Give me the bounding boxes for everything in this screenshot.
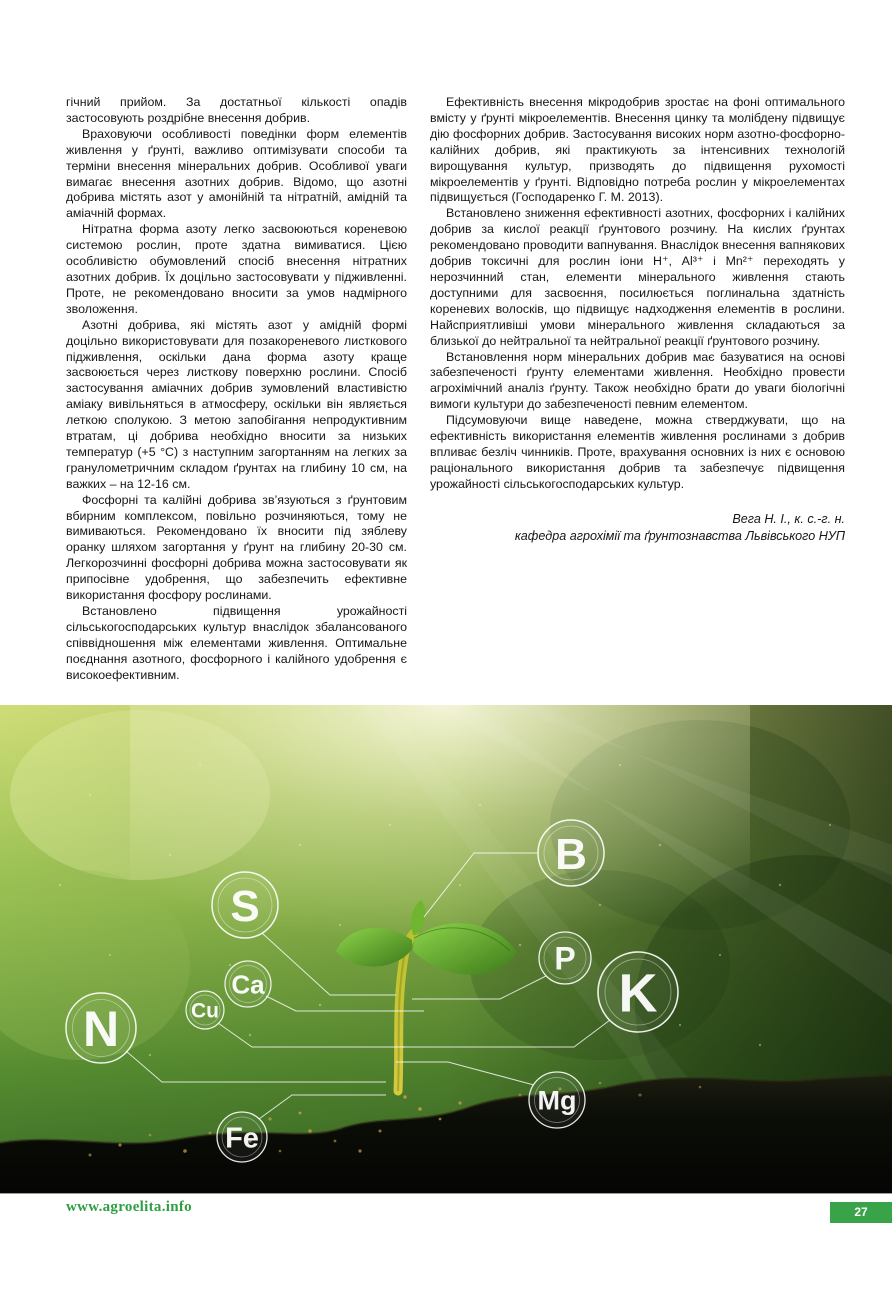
element-badge-n bbox=[66, 993, 136, 1063]
element-badge-cu bbox=[186, 991, 224, 1029]
paragraph: Нітратна форма азоту легко засвоюються кореневою системою рослин, проте здатна вимиватися. Цією особливістю обумовлений спосіб внесення нітратних азотних добрив. Їх доцільно застосовувати у підживленні. Проте, не рекомендовано вносити за умов надмірного зволоження. bbox=[66, 222, 407, 316]
right-column bbox=[430, 95, 845, 545]
author-signature bbox=[430, 511, 845, 545]
paragraph: Підсумовуючи вище наведене, можна стверджувати, що на ефективність використання елементів живлення рослинами з добрив впливає безліч чинників. Проте, врахування основних із них є основою раціонального використання добрив та забезпечує підвищення урожайності сільськогосподарських культур. bbox=[430, 413, 845, 491]
element-symbol: Fe bbox=[225, 1122, 259, 1155]
element-badge-b bbox=[538, 820, 604, 886]
paragraph: Встановлено підвищення урожайності сільськогосподарських культур внаслідок збалансованого співвідношення між елементами живлення. Оптимальне поєднання азотного, фосфорного і калійного удобрення є високоефективним. bbox=[66, 604, 407, 682]
element-badge-fe bbox=[217, 1112, 267, 1162]
paragraph: Встановлення норм мінеральних добрив має базуватися на основі забезпеченості ґрунту елементами живлення. Необхідно провести агрохімічний аналіз ґрунту. Також необхідно брати до уваги біологічні вимоги культури до забезпеченості певним елементом. bbox=[430, 349, 845, 412]
element-symbol: Cu bbox=[191, 999, 219, 1023]
paragraph: Ефективність внесення мікродобрив зростає на фоні оптимального вмісту у ґрунті мікроелементів. Внесення цинку та молібдену підвищує дію фосфорних добрив. Застосування високих норм азотно-фосфорно-калійних добрив, які практикують за інтенсивних технологій вирощування культур, призводять до підвищення рухомості мікроелементів у ґрунті. Відповідно потреба рослин у мікроелементах підвищується (Господаренко Г. М. 2013). bbox=[430, 95, 845, 205]
paragraph: Фосфорні та калійні добрива зв’язуються з ґрунтовим вбирним комплексом, повільно розчиняються, тому не вимиваються. Рекомендовано їх вносити під зяблеву оранку шляхом загортання у ґрунт на глибину 20-30 см. Легкорозчинні фосфорні добрива можна застосовувати як припосівне удобрення, що забезпечить ефективне використання фосфору рослинами. bbox=[66, 492, 407, 603]
element-badge-k bbox=[598, 952, 678, 1032]
element-symbol: S bbox=[230, 881, 260, 931]
paragraph: гічний прийом. За достатньої кількості опадів застосовують роздрібне внесення добрив. bbox=[66, 95, 407, 125]
author-affiliation: кафедра агрохімії та ґрунтознавства Львівського НУП bbox=[514, 528, 845, 543]
element-symbol: N bbox=[82, 1001, 120, 1057]
element-badge-mg bbox=[529, 1072, 585, 1128]
fertilizer-photo bbox=[0, 705, 892, 1194]
author-name: Вега Н. І., к. с.-г. н. bbox=[732, 511, 845, 526]
element-symbol: K bbox=[618, 963, 658, 1024]
element-symbol: Ca bbox=[231, 969, 265, 1000]
element-symbol: P bbox=[554, 940, 576, 977]
paragraph: Азотні добрива, які містять азот у амідній формі доцільно використовувати для позакореневого листкового підживлення, оскільки дана форма азоту краще засвоюється через листкову поверхню рослини. Спосіб застосування аміачних добрив зумовлений властивістю аміаку вивільняться в атмосферу, оскільки він являється леткою сполукою. З метою запобігання непродуктивним втратам, ці добрива необхідно вносити за низьких температур (+5 °С) з наступним загортанням на легких за гранулометричним складом ґрунтах на глибину 10 см, на важких – на 12-16 см. bbox=[66, 317, 407, 491]
website-link[interactable]: www.agroelita.info bbox=[66, 1199, 192, 1215]
paragraph: Встановлено зниження ефективності азотних, фосфорних і калійних добрив за кислої реакції ґрунтового розчину. На кислих ґрунтах рекомендовано проводити вапнування. Внаслідок внесення вапнякових добрив токсичні для рослин іони Н⁺, Al³⁺ і Mn²⁺ переходять у нерозчинний стан, елементи мінерального живлення стають доступними для засвоєння, посилюється поглинальна здатність кореневих волосків, що підвищує надходження елементів в рослини. Найсприятливіші умови мінерального живлення складаються за близької до нейтральної та нейтральної реакції ґрунтового розчину. bbox=[430, 206, 845, 348]
element-symbol: B bbox=[555, 829, 587, 879]
element-badge-s bbox=[212, 872, 278, 938]
element-badge-ca bbox=[225, 961, 271, 1007]
element-symbol: Mg bbox=[537, 1085, 577, 1116]
paragraph: Враховуючи особливості поведінки форм елементів живлення у ґрунті, важливо оптимізувати способи та терміни внесення мінеральних добрив. Особливої уваги вимагає внесення азотних добрив. Відомо, що азотні добрива містять азот у амонійній та нітратній, амідній та аміачній формах. bbox=[66, 126, 407, 221]
page-number-badge: 27 bbox=[830, 1202, 892, 1223]
element-badge-p bbox=[539, 932, 591, 984]
left-column bbox=[66, 95, 407, 684]
